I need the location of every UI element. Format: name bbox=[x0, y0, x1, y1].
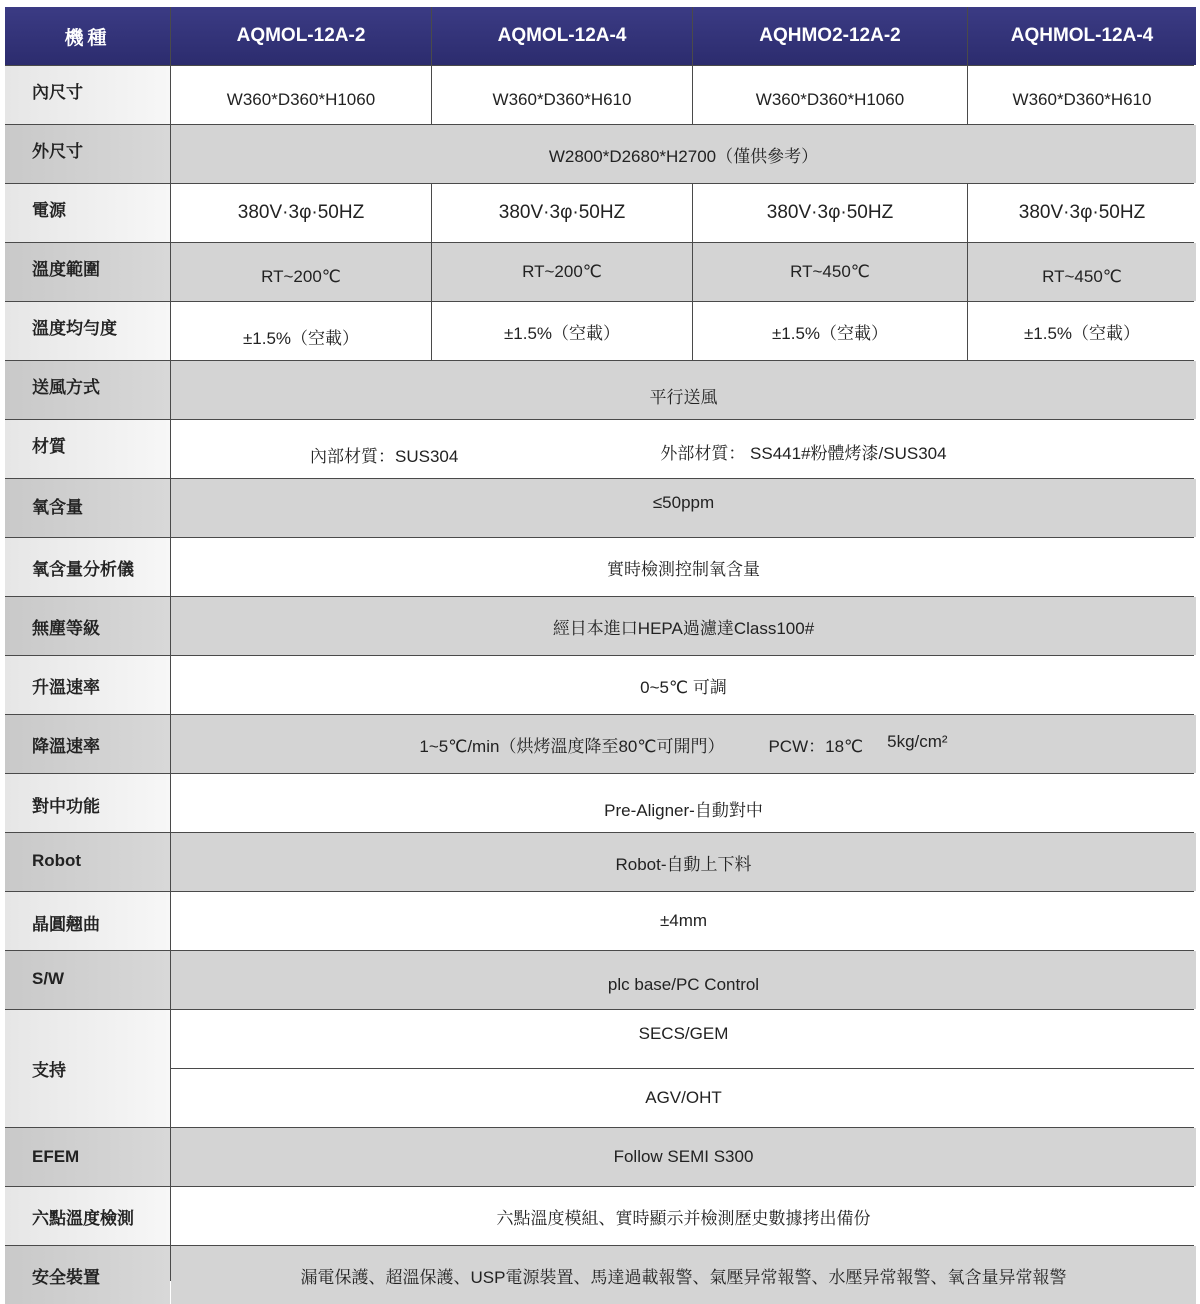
row-label-robot: Robot bbox=[5, 833, 170, 891]
row-label-efem: EFEM bbox=[5, 1128, 170, 1186]
pcw-info bbox=[768, 732, 947, 757]
robot-value: Robot-自動上下料 bbox=[171, 833, 1196, 891]
temp-uniformity-cell: ±1.5%（空載） bbox=[171, 302, 431, 360]
header-model-1: AQMOL-12A-2 bbox=[171, 7, 431, 65]
inner-size-cell: W360*D360*H610 bbox=[968, 66, 1196, 124]
header-model-4: AQHMOL-12A-4 bbox=[968, 7, 1196, 65]
row-label-temp-uniformity: 溫度均勻度 bbox=[5, 302, 170, 360]
pcw-temp: PCW：18℃ bbox=[768, 736, 864, 756]
material-value bbox=[171, 420, 1196, 478]
oxygen-value: ≤50ppm bbox=[171, 479, 1196, 537]
cool-rate-text: 1~5℃/min（烘烤溫度降至80℃可開門） bbox=[419, 736, 725, 756]
temp-range-cell: RT~450℃ bbox=[968, 243, 1196, 301]
row-label-temp-range: 溫度範圍 bbox=[5, 243, 170, 301]
row-label-oxygen: 氧含量 bbox=[5, 479, 170, 537]
temp-uniformity-cell: ±1.5%（空載） bbox=[968, 302, 1196, 360]
support-item: SECS/GEM bbox=[171, 1010, 1196, 1068]
row-label-cleanliness: 無塵等級 bbox=[5, 597, 170, 655]
power-cell: 380V·3φ·50HZ bbox=[171, 184, 431, 242]
row-label-airflow: 送風方式 bbox=[5, 361, 170, 419]
temp-range-cell: RT~200℃ bbox=[171, 243, 431, 301]
efem-value: Follow SEMI S300 bbox=[171, 1128, 1196, 1186]
header-model-3: AQHMO2-12A-2 bbox=[693, 7, 967, 65]
temp-range-cell: RT~450℃ bbox=[693, 243, 967, 301]
header-model-label: 機種 bbox=[5, 7, 170, 65]
power-cell: 380V·3φ·50HZ bbox=[432, 184, 692, 242]
centering-value: Pre-Aligner-自動對中 bbox=[171, 774, 1196, 832]
row-label-safety: 安全裝置 bbox=[5, 1246, 170, 1304]
row-label-power: 電源 bbox=[5, 184, 170, 242]
material-label-text: 材質 bbox=[32, 437, 66, 456]
temp-uniformity-cell: ±1.5%（空載） bbox=[693, 302, 967, 360]
row-label-cool-rate: 降溫速率 bbox=[5, 715, 170, 773]
row-label-support: 支持 bbox=[5, 1010, 170, 1127]
row-label-six-point: 六點溫度檢測 bbox=[5, 1187, 170, 1245]
temp-range-cell: RT~200℃ bbox=[432, 243, 692, 301]
power-cell: 380V·3φ·50HZ bbox=[968, 184, 1196, 242]
material-inner: 內部材質：SUS304 bbox=[310, 446, 459, 466]
row-label-wafer-warp: 晶圓翹曲 bbox=[5, 892, 170, 950]
heat-rate-value: 0~5℃ 可調 bbox=[171, 656, 1196, 714]
row-label-material bbox=[5, 420, 170, 478]
spec-table bbox=[5, 7, 1194, 1287]
support-item: AGV/OHT bbox=[171, 1069, 1196, 1127]
pcw-pressure: 5kg/cm² bbox=[887, 731, 948, 751]
wafer-warp-value: ±4mm bbox=[171, 892, 1196, 950]
airflow-value: 平行送風 bbox=[171, 361, 1196, 419]
temp-uniformity-cell: ±1.5%（空載） bbox=[432, 302, 692, 360]
inner-size-cell: W360*D360*H610 bbox=[432, 66, 692, 124]
cleanliness-value: 經日本進口HEPA過濾達Class100# bbox=[171, 597, 1196, 655]
row-label-oxygen-analyzer: 氧含量分析儀 bbox=[5, 538, 170, 596]
row-label-outer-size: 外尺寸 bbox=[5, 125, 170, 183]
cool-rate-value bbox=[171, 715, 1196, 773]
row-label-inner-size: 內尺寸 bbox=[5, 66, 170, 124]
six-point-value: 六點溫度模組、實時顯示并檢測歷史數據拷出備份 bbox=[171, 1187, 1196, 1245]
software-value: plc base/PC Control bbox=[171, 951, 1196, 1009]
inner-size-cell: W360*D360*H1060 bbox=[171, 66, 431, 124]
row-label-software: S/W bbox=[5, 951, 170, 1009]
inner-size-cell: W360*D360*H1060 bbox=[693, 66, 967, 124]
safety-value: 漏電保護、超溫保護、USP電源裝置、馬達過載報警、氣壓异常報警、水壓异常報警、氧含量异常報警 bbox=[171, 1246, 1196, 1304]
power-cell: 380V·3φ·50HZ bbox=[693, 184, 967, 242]
row-label-centering: 對中功能 bbox=[5, 774, 170, 832]
outer-size-value: W2800*D2680*H2700（僅供參考） bbox=[171, 125, 1196, 183]
header-model-2: AQMOL-12A-4 bbox=[432, 7, 692, 65]
row-label-heat-rate: 升溫速率 bbox=[5, 656, 170, 714]
oxygen-analyzer-value: 實時檢測控制氧含量 bbox=[171, 538, 1196, 596]
material-outer: 外部材質： SS441#粉體烤漆/SUS304 bbox=[660, 443, 947, 463]
